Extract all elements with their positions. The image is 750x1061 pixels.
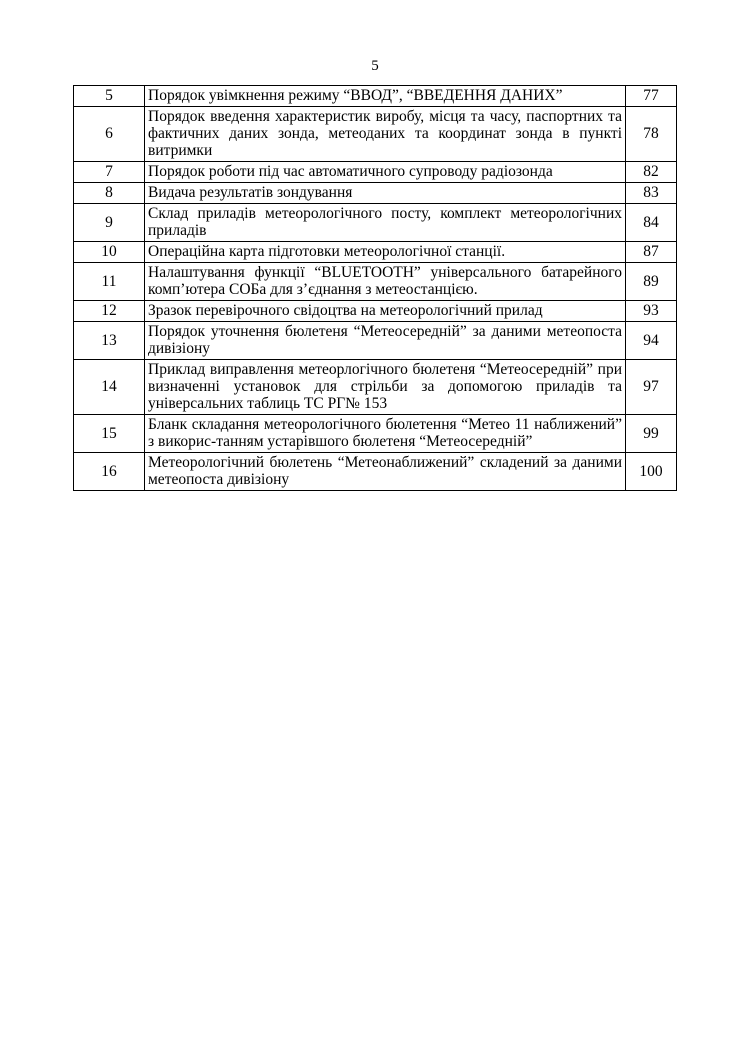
row-title: Видача результатів зондування [145,183,626,204]
row-number: 15 [74,415,145,453]
row-title: Бланк складання метеорологічного бюлетення “Метео 11 наближений” з викорис-танням устарівшого бюлетеня “Метеосередній” [145,415,626,453]
table-row [74,204,677,242]
row-title: Приклад виправлення метеорлогічного бюлетеня “Метеосередній” при визначенні установок для стрільби за допомогою приладів та універсальних таблиць ТС РГ№ 153 [145,360,626,415]
table-row [74,453,677,491]
row-title: Налаштування функції “BLUETOOTH” універсального батарейного комп’ютера СОБа для з’єднання з метеостанцією. [145,263,626,301]
row-number: 5 [74,86,145,107]
row-page: 94 [626,322,677,360]
table-row [74,107,677,162]
table-row [74,301,677,322]
row-number: 13 [74,322,145,360]
row-title: Зразок перевірочного свідоцтва на метеорологічний прилад [145,301,626,322]
table-row [74,415,677,453]
row-page: 77 [626,86,677,107]
contents-table-body [74,86,677,491]
row-page: 99 [626,415,677,453]
row-page: 97 [626,360,677,415]
row-number: 14 [74,360,145,415]
row-title: Порядок роботи під час автоматичного супроводу радіозонда [145,162,626,183]
row-number: 16 [74,453,145,491]
row-number: 11 [74,263,145,301]
row-number: 6 [74,107,145,162]
row-title: Порядок введення характеристик виробу, місця та часу, паспортних та фактичних даних зонда, метеоданих та координат зонда в пункті витримки [145,107,626,162]
row-page: 82 [626,162,677,183]
row-page: 84 [626,204,677,242]
row-page: 83 [626,183,677,204]
page-number: 5 [371,58,379,74]
row-page: 87 [626,242,677,263]
table-row [74,360,677,415]
row-title: Метеорологічний бюлетень “Метеонаближений” складений за даними метеопоста дивізіону [145,453,626,491]
row-page: 89 [626,263,677,301]
table-row [74,242,677,263]
table-row [74,322,677,360]
row-title: Порядок уточнення бюлетеня “Метеосередній” за даними метеопоста дивізіону [145,322,626,360]
row-page: 93 [626,301,677,322]
row-number: 8 [74,183,145,204]
table-row [74,162,677,183]
contents-table [73,85,677,491]
row-number: 7 [74,162,145,183]
row-title: Порядок увімкнення режиму “ВВОД”, “ВВЕДЕННЯ ДАНИХ” [145,86,626,107]
row-number: 10 [74,242,145,263]
table-row [74,183,677,204]
row-number: 12 [74,301,145,322]
row-title: Операційна карта підготовки метеорологічної станції. [145,242,626,263]
row-title: Склад приладів метеорологічного посту, комплект метеорологічних приладів [145,204,626,242]
table-row [74,86,677,107]
row-number: 9 [74,204,145,242]
row-page: 100 [626,453,677,491]
table-row [74,263,677,301]
row-page: 78 [626,107,677,162]
